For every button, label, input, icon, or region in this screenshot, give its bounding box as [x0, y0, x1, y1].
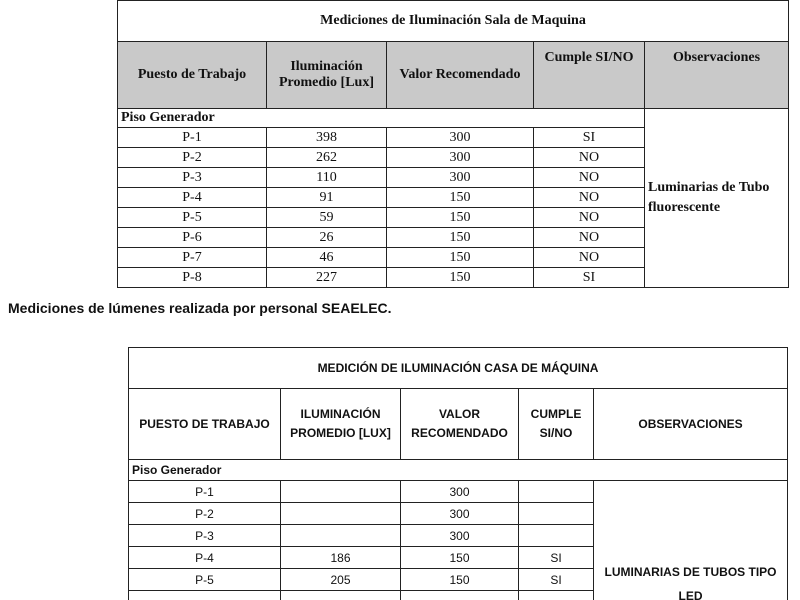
cell-complies: NO: [534, 148, 645, 168]
cell-recommended: 150: [387, 268, 534, 288]
cell-recommended: 150: [387, 208, 534, 228]
table-row: [129, 481, 788, 503]
cell-complies: NO: [534, 228, 645, 248]
cell-lux: 91: [267, 188, 387, 208]
cell-complies: SI: [534, 268, 645, 288]
column-header: Iluminación Promedio [Lux]: [267, 42, 387, 109]
column-header: Puesto de Trabajo: [118, 42, 267, 109]
cell-position: P-4: [129, 547, 281, 569]
cell-position: P-6: [118, 228, 267, 248]
cell-lux: 398: [267, 128, 387, 148]
cell-recommended: 150: [387, 248, 534, 268]
cell-lux: 227: [267, 268, 387, 288]
cell-complies: SI: [534, 128, 645, 148]
cell-recommended: 300: [387, 168, 534, 188]
cell-complies: [519, 525, 594, 547]
cell-position: P-2: [118, 148, 267, 168]
cell-position: P-2: [129, 503, 281, 525]
cell-lux: 186: [281, 547, 401, 569]
cell-lux: 59: [267, 208, 387, 228]
cell-position: P-8: [118, 268, 267, 288]
cell-recommended: 150: [387, 228, 534, 248]
column-header: Cumple SI/NO: [534, 42, 645, 109]
cell-complies: [519, 503, 594, 525]
cell-position: P-5: [118, 208, 267, 228]
cell-recommended: 300: [401, 525, 519, 547]
cell-recommended: 300: [387, 128, 534, 148]
cell-complies: NO: [534, 168, 645, 188]
cell-position: P-3: [118, 168, 267, 188]
lighting-table-sala: [117, 0, 789, 288]
cell-recommended: 300: [387, 148, 534, 168]
cell-complies: SI: [519, 547, 594, 569]
column-header: CUMPLE SI/NO: [519, 389, 594, 460]
cell-complies: SI: [519, 569, 594, 591]
cell-lux: [281, 503, 401, 525]
cell-position: P-7: [118, 248, 267, 268]
observation-cell: LUMINARIAS DE TUBOS TIPO LED: [594, 481, 788, 600]
cell-lux: [281, 481, 401, 503]
cell-position: P-5: [129, 569, 281, 591]
column-header: ILUMINACIÓN PROMEDIO [LUX]: [281, 389, 401, 460]
cell-complies: [519, 481, 594, 503]
cell-complies: NO: [534, 208, 645, 228]
column-header: Observaciones: [645, 42, 789, 109]
column-header: Valor Recomendado: [387, 42, 534, 109]
cell-recommended: 150: [387, 188, 534, 208]
table-title: Mediciones de Iluminación Sala de Maquina: [118, 1, 789, 42]
column-header: PUESTO DE TRABAJO: [129, 389, 281, 460]
lighting-table-casa: [128, 347, 788, 600]
cell-position: P-3: [129, 525, 281, 547]
cell-position: P-1: [129, 481, 281, 503]
cell-recommended: 150: [401, 547, 519, 569]
cell-recommended: 300: [401, 503, 519, 525]
cell-lux: [281, 525, 401, 547]
cell-lux: 262: [267, 148, 387, 168]
cell-position: P-4: [118, 188, 267, 208]
section-label: Piso Generador: [118, 109, 645, 128]
cell-recommended: 150: [401, 569, 519, 591]
column-header: OBSERVACIONES: [594, 389, 788, 460]
observation-cell: Luminarias de Tubo fluorescente: [645, 109, 789, 288]
section-label: Piso Generador: [129, 460, 788, 481]
column-header: VALOR RECOMENDADO: [401, 389, 519, 460]
cell-complies: NO: [534, 188, 645, 208]
cell-lux: 46: [267, 248, 387, 268]
cell-recommended: 300: [401, 481, 519, 503]
measurement-caption: Mediciones de lúmenes realizada por personal SEAELEC.: [8, 300, 392, 316]
cell-lux: 26: [267, 228, 387, 248]
cell-lux: 110: [267, 168, 387, 188]
cell-position: P-1: [118, 128, 267, 148]
cell-lux: 205: [281, 569, 401, 591]
cell-complies: NO: [534, 248, 645, 268]
table-title: MEDICIÓN DE ILUMINACIÓN CASA DE MÁQUINA: [129, 348, 788, 389]
